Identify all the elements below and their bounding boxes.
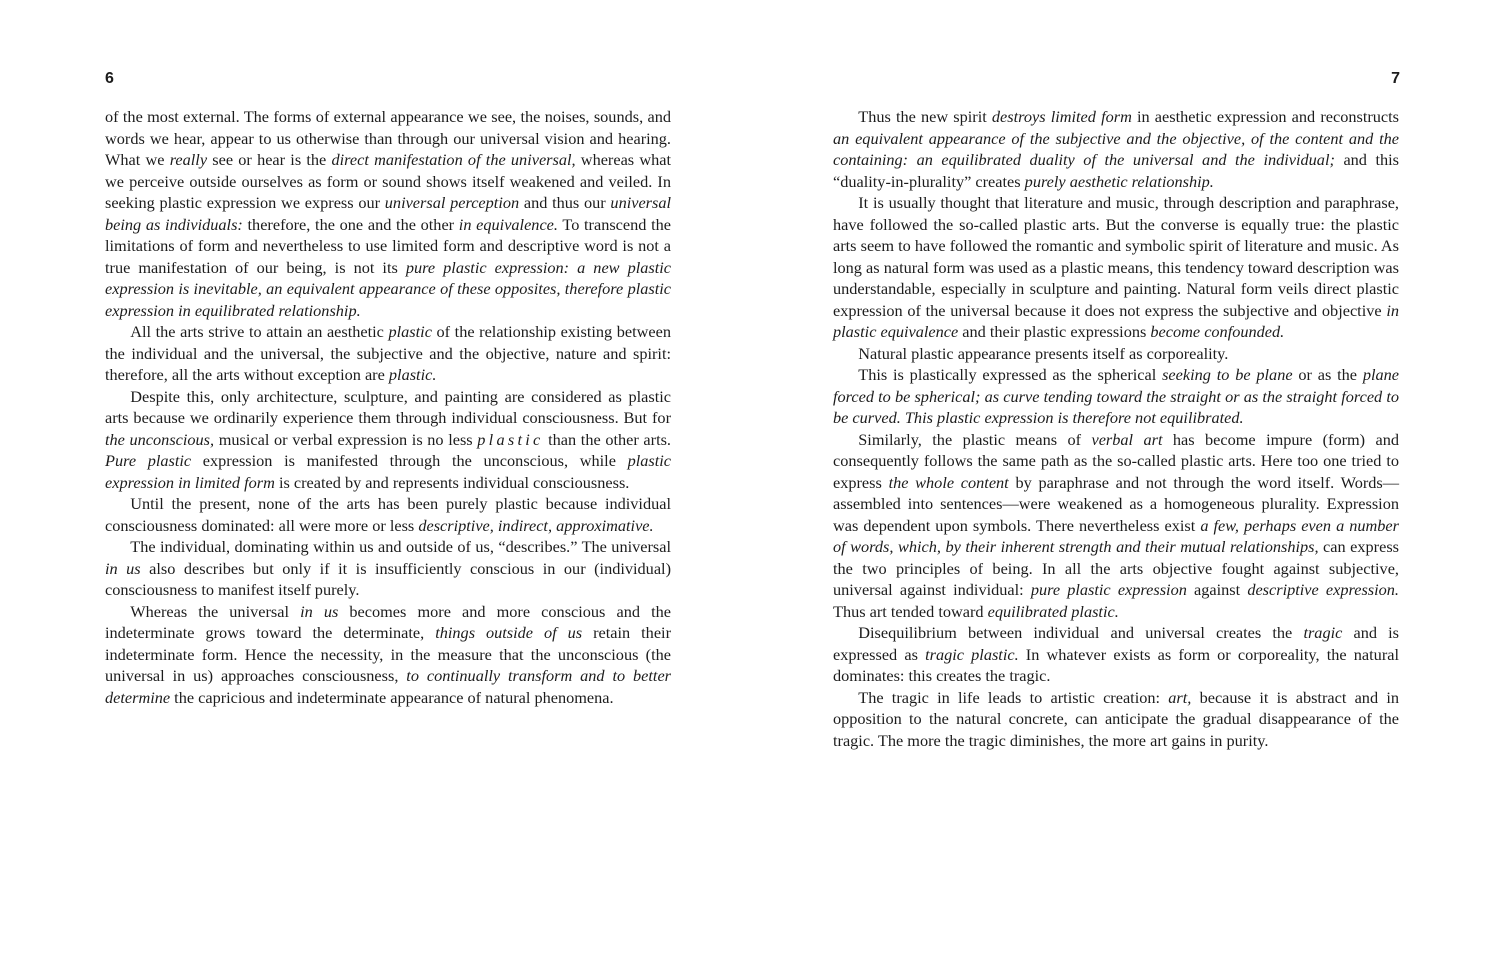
italic-text-run: in plastic equivalence	[833, 300, 1399, 341]
italic-text-run: to continually transform and to better determine	[105, 666, 672, 707]
italic-text-run: in equivalence.	[458, 214, 558, 234]
text-run: Until the present, none of the arts has been purely plastic because individual consciousness dominated: all were more or less	[105, 494, 671, 535]
text-run: because it is abstract and in opposition to the natural concrete, can anticipate the gradual disappearance of the tragic. The more the tragic diminishes, the more art gains in purity.	[833, 687, 1399, 750]
text-run: the capricious and indeterminate appearance of natural phenomena.	[170, 687, 614, 707]
text-run: Similarly, the plastic means of	[858, 429, 1092, 449]
text-run: and thus our	[519, 193, 611, 212]
italic-text-run: plastic	[388, 322, 432, 341]
italic-text-run: tragic plastic.	[925, 644, 1019, 664]
text-run: It is usually thought that literature and music, through description and paraphrase, have followed the so-called plastic arts. But the converse is equally true: the plastic arts seem to have followed the romantic and symbolic spirit of literature and music. As long as natural form was used as a plastic means, this tendency toward description was understandable, especially in sculpture and painting. Natural form veils direct plastic expression of the universal because it does not express the subjective and objective	[833, 193, 1399, 320]
paragraph	[105, 386, 671, 494]
italic-text-run: really	[169, 150, 208, 169]
text-run: and their plastic expressions	[958, 322, 1151, 341]
text-run: Natural plastic appearance presents itself as corporeality.	[858, 343, 1229, 363]
italic-text-run: plastic expression in limited form	[105, 451, 671, 492]
text-run: also describes but only if it is insufficiently conscious in our (individual) consciousness to manifest itself purely.	[105, 558, 671, 599]
text-run: by paraphrase and not through the word itself. Words—assembled into sentences—were weakened as a homogeneous plurality. Expression was dependent upon symbols. There nevertheless exist	[833, 472, 1400, 535]
italic-text-run: destroys limited form	[991, 107, 1132, 126]
text-run: expression is manifested through the unconscious, while	[191, 451, 628, 470]
text-run: than the other arts.	[543, 429, 671, 449]
paragraph	[833, 687, 1399, 752]
paragraph	[833, 106, 1399, 192]
page-number-left: 6	[105, 70, 114, 87]
italic-text-run: pure plastic expression: a new plastic expression is inevitable, an equivalent appearance of these opposites, therefore plastic expression in equilibrated relationship.	[105, 257, 671, 320]
italic-text-run: seeking to be plane	[1162, 365, 1293, 384]
paragraph	[105, 106, 671, 321]
italic-text-run: plastic.	[388, 365, 437, 384]
text-run: Disequilibrium between individual and universal creates the	[858, 623, 1304, 642]
italic-text-run: the unconscious,	[105, 429, 215, 449]
paragraph	[833, 622, 1399, 687]
paragraph	[105, 536, 671, 601]
text-run: in aesthetic expression and reconstructs	[1131, 107, 1399, 126]
italic-text-run: in us	[105, 558, 141, 578]
paragraph	[833, 364, 1399, 429]
text-run: Thus art tended toward	[833, 601, 988, 621]
text-run: becomes more and more conscious and the indeterminate grows toward the determinate,	[105, 601, 671, 642]
italic-text-run: plane forced to be spherical; as curve tending toward the straight or as the straight forced to be curved. This plastic expression is therefore not equilibrated.	[833, 365, 1400, 427]
text-run: of the relationship existing between the individual and the universal, the subjective and the objective, nature and spirit: therefore, all the arts without exception are	[105, 322, 671, 384]
text-run: The individual, dominating within us and outside of us, “describes.” The universal	[130, 537, 671, 556]
text-run: Despite this, only architecture, sculpture, and painting are considered as plastic arts because we ordinarily experience them through individual consciousness. But for	[105, 386, 671, 427]
italic-text-run: an equivalent appearance of the subjective and the objective, of the content and the containing: an equilibrated duality of the universal and the individual;	[833, 128, 1399, 169]
paragraph	[105, 321, 671, 386]
text-run: can express the two principles of being. In all the arts objective fought against subjective, universal against individual:	[833, 537, 1399, 599]
text-run: whereas what we perceive outside ourselves as form or sound shows itself weakened and veiled. In seeking plastic expression we express our	[105, 150, 672, 212]
italic-text-run: Pure plastic	[105, 451, 192, 470]
italic-text-run: art,	[1168, 687, 1192, 707]
paragraph	[105, 601, 671, 709]
italic-text-run: the whole content	[888, 472, 1009, 492]
italic-text-run: verbal art	[1091, 429, 1163, 449]
italic-text-run: plastic	[477, 429, 544, 449]
italic-text-run: direct manifestation of the universal,	[331, 150, 576, 169]
italic-text-run: things outside of us	[435, 623, 583, 642]
text-run: and this “duality-in-plurality” creates	[833, 150, 1400, 191]
italic-text-run: descriptive, indirect, approximative.	[418, 515, 654, 535]
text-run: or as the	[1292, 365, 1363, 384]
text-run: see or hear is the	[207, 150, 332, 169]
italic-text-run: universal being as individuals:	[105, 193, 672, 234]
paragraph	[833, 429, 1399, 623]
italic-text-run: purely aesthetic relationship.	[1024, 171, 1214, 191]
paragraph	[833, 343, 1399, 365]
italic-text-run: pure plastic expression	[1030, 580, 1187, 599]
text-run: and is expressed as	[833, 623, 1399, 664]
italic-text-run: universal perception	[384, 193, 520, 212]
page-number-right: 7	[1391, 70, 1400, 87]
text-run: Thus the new spirit	[858, 107, 992, 126]
text-run: retain their indeterminate form. Hence the necessity, in the measure that the unconscious (the universal in us) approaches consciousness,	[105, 623, 671, 685]
text-run: musical or verbal expression is no less	[214, 429, 478, 449]
text-run: of the most external. The forms of external appearance we see, the noises, sounds, and words we hear, appear to us otherwise than through our universal vision and hearing. What we	[105, 107, 671, 169]
page-right-text	[833, 106, 1399, 751]
text-run: Whereas the universal	[130, 601, 301, 621]
text-run: is created by and represents individual consciousness.	[274, 472, 630, 492]
text-run: has become impure (form) and consequently follows the same path as the so-called plastic arts. Here too one tried to express	[833, 429, 1400, 492]
italic-text-run: equilibrated plastic.	[987, 601, 1119, 621]
italic-text-run: in us	[300, 601, 339, 621]
text-run: The tragic in life leads to artistic creation:	[858, 687, 1169, 707]
page-left-text	[105, 106, 671, 708]
text-run: In whatever exists as form or corporeality, the natural dominates: this creates the tragic.	[833, 644, 1399, 685]
italic-text-run: tragic	[1303, 623, 1343, 642]
paragraph	[833, 192, 1399, 343]
italic-text-run: a few, perhaps even a number of words, which, by their inherent strength and their mutual relationships,	[833, 515, 1399, 556]
text-run: This is plastically expressed as the spherical	[858, 365, 1163, 384]
text-run: All the arts strive to attain an aesthetic	[130, 322, 389, 341]
text-run: against	[1186, 580, 1248, 599]
text-run: therefore, the one and the other	[242, 214, 459, 234]
italic-text-run: become confounded.	[1150, 322, 1285, 341]
page-right	[750, 0, 1500, 958]
paragraph	[105, 493, 671, 536]
italic-text-run: descriptive expression.	[1247, 580, 1400, 599]
text-run: To transcend the limitations of form and nevertheless to use limited form and descriptive word is not a true manifestation of our being, is not its	[105, 214, 672, 277]
